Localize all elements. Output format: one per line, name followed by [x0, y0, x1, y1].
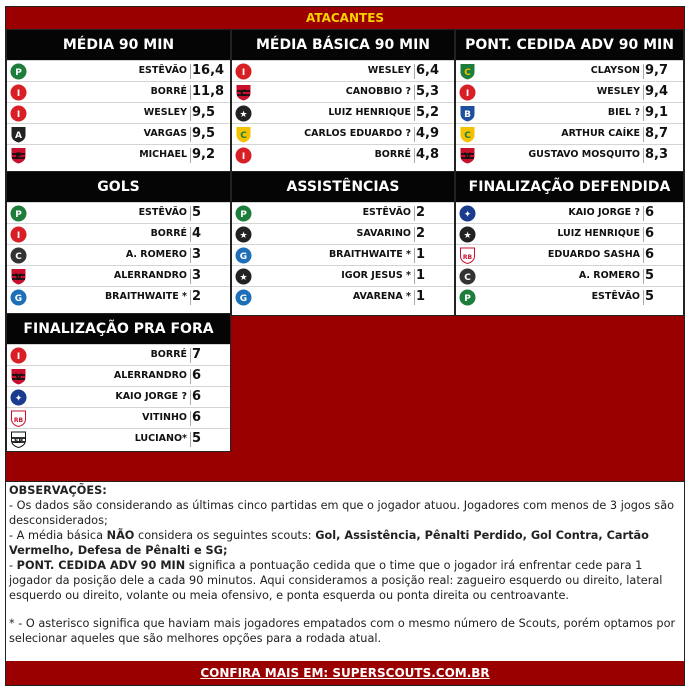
player-value: 9,2 [192, 147, 216, 162]
player-value: 16,4 [192, 63, 225, 78]
column-divider [643, 127, 644, 142]
player-value: 2 [416, 226, 426, 241]
player-value: 9,5 [192, 105, 216, 120]
player-row [7, 223, 230, 244]
player-row [7, 344, 230, 365]
player-name: CARLOS EDUARDO ? [304, 128, 411, 139]
panel-title: FINALIZAÇÃO PRA FORA [7, 314, 230, 344]
column-divider [190, 64, 191, 79]
player-row [232, 144, 454, 165]
player-value: 6 [192, 389, 202, 404]
player-name: LUIZ HENRIQUE [328, 107, 411, 118]
player-value: 5,2 [416, 105, 440, 120]
svg-text:C: C [240, 88, 247, 99]
player-name: EDUARDO SASHA [547, 249, 640, 260]
atletico-mg-crest-icon [10, 126, 27, 143]
player-row [456, 102, 683, 123]
internacional-crest-icon [235, 147, 252, 164]
player-row [7, 244, 230, 265]
player-value: 3 [192, 268, 202, 283]
svg-text:A: A [15, 130, 22, 141]
player-row [456, 286, 683, 307]
palmeiras-crest-icon [459, 289, 476, 306]
svg-text:F: F [15, 151, 22, 162]
empty-area-fill [231, 313, 684, 452]
player-row [456, 202, 683, 223]
player-name: WESLEY [143, 107, 187, 118]
svg-text:✦: ✦ [463, 209, 472, 220]
cuiaba-crest-icon [459, 126, 476, 143]
panel-finalizacao-defendida [455, 171, 684, 316]
panel-gols [6, 171, 231, 316]
vitoria-crest-icon [459, 147, 476, 164]
player-name: A. ROMERO [578, 270, 640, 281]
player-name: VITINHO [142, 412, 187, 423]
player-value: 6 [645, 226, 655, 241]
player-name: BORRÉ [374, 149, 411, 160]
player-name: KAIO JORGE ? [568, 207, 640, 218]
player-value: 1 [416, 268, 426, 283]
svg-text:P: P [240, 209, 247, 220]
svg-text:I: I [16, 351, 21, 362]
column-divider [643, 290, 644, 305]
note-opponent-points: - PONT. CEDIDA ADV 90 MIN significa a pontuação cedida que o time que o jogador irá enfrentar cede para 1 jogador da posição dele a cada 90 minutos. Aqui consideramos a posição real: zagueiro esquerdo ou direito, lateral esquerdo ou direito, volante ou meia ofensivo, e ponta esquerda ou ponta direita ou centroavante. [9, 559, 663, 602]
player-name: BORRÉ [150, 86, 187, 97]
column-divider [190, 269, 191, 284]
divider-band [6, 452, 684, 481]
player-row [232, 81, 454, 102]
player-value: 5,3 [416, 84, 440, 99]
player-name: BORRÉ [150, 349, 187, 360]
player-row [456, 81, 683, 102]
svg-text:✦: ✦ [14, 393, 23, 404]
note-asterisk: * - O asterisco significa que haviam mais jogadores empatados com o mesmo número de Scouts, porém optamos por selecionar aqueles que são melhores opções para a rodada atual. [9, 617, 676, 645]
internacional-crest-icon [10, 84, 27, 101]
svg-text:P: P [15, 67, 22, 78]
svg-text:★: ★ [463, 230, 472, 241]
player-row [7, 81, 230, 102]
sao-paulo-crest-icon [10, 431, 27, 448]
player-row [232, 102, 454, 123]
player-row [7, 202, 230, 223]
player-value: 9,5 [192, 126, 216, 141]
player-value: 6 [192, 368, 202, 383]
player-name: BORRÉ [150, 228, 187, 239]
svg-text:RB: RB [13, 416, 24, 424]
website-link[interactable]: CONFIRA MAIS EM: SUPERSCOUTS.COM.BR [6, 661, 684, 685]
cuiaba-crest-icon [235, 126, 252, 143]
player-name: KAIO JORGE ? [115, 391, 187, 402]
svg-text:G: G [239, 251, 248, 262]
player-name: ESTÊVÃO [138, 207, 187, 218]
player-name: ARTHUR CAÍKE [561, 128, 640, 139]
player-value: 6 [645, 247, 655, 262]
player-value: 2 [416, 205, 426, 220]
palmeiras-crest-icon [235, 205, 252, 222]
column-divider [190, 85, 191, 100]
player-row [456, 265, 683, 286]
svg-text:C: C [15, 251, 22, 262]
player-row [7, 386, 230, 407]
column-divider [643, 85, 644, 100]
player-name: BRAITHWAITE * [104, 291, 187, 302]
player-name: VARGAS [143, 128, 187, 139]
player-name: ALERRANDRO [113, 370, 187, 381]
botafogo-crest-icon [459, 226, 476, 243]
column-divider [190, 390, 191, 405]
player-value: 5 [192, 205, 202, 220]
column-divider [414, 290, 415, 305]
svg-text:V: V [15, 272, 22, 283]
panel-title: ASSISTÊNCIAS [232, 172, 454, 202]
player-name: AVARENA * [352, 291, 411, 302]
gremio-crest-icon [10, 289, 27, 306]
player-row [456, 123, 683, 144]
svg-text:P: P [464, 293, 471, 304]
svg-text:G: G [14, 293, 23, 304]
player-value: 11,8 [192, 84, 225, 99]
panel-pont-cedida-adv-90-min [455, 29, 684, 174]
botafogo-crest-icon [235, 226, 252, 243]
player-name: BIEL ? [607, 107, 640, 118]
column-divider [643, 148, 644, 163]
svg-text:★: ★ [239, 109, 248, 120]
column-divider [643, 106, 644, 121]
column-divider [414, 64, 415, 79]
player-row [232, 286, 454, 307]
player-row [456, 223, 683, 244]
column-divider [414, 248, 415, 263]
player-row [7, 265, 230, 286]
player-row [456, 144, 683, 165]
panel-title: MÉDIA 90 MIN [7, 30, 230, 60]
internacional-crest-icon [10, 105, 27, 122]
player-name: BRAITHWAITE * [328, 249, 411, 260]
svg-text:I: I [16, 88, 21, 99]
observations-title: OBSERVAÇÕES: [9, 484, 107, 497]
svg-text:V: V [464, 151, 471, 162]
internacional-crest-icon [10, 226, 27, 243]
corinthians-crest-icon [459, 268, 476, 285]
internacional-crest-icon [459, 84, 476, 101]
svg-text:P: P [15, 209, 22, 220]
botafogo-crest-icon [235, 268, 252, 285]
player-value: 9,1 [645, 105, 669, 120]
player-value: 8,3 [645, 147, 669, 162]
player-row [232, 265, 454, 286]
player-value: 5 [645, 289, 655, 304]
player-row [232, 244, 454, 265]
player-name: WESLEY [367, 65, 411, 76]
svg-text:I: I [16, 230, 21, 241]
column-divider [190, 248, 191, 263]
svg-text:I: I [465, 88, 470, 99]
note-data-window: - Os dados são considerando as últimas cinco partidas em que o jogador atuou. Jogadores com menos de 3 jogos são desconsiderados; [9, 499, 675, 527]
column-divider [190, 432, 191, 447]
column-divider [190, 411, 191, 426]
column-divider [414, 269, 415, 284]
player-name: LUCIANO* [134, 433, 187, 444]
column-divider [414, 148, 415, 163]
svg-text:★: ★ [239, 230, 248, 241]
player-value: 4,8 [416, 147, 440, 162]
palmeiras-crest-icon [10, 205, 27, 222]
column-divider [414, 127, 415, 142]
player-name: LUIZ HENRIQUE [557, 228, 640, 239]
panel-media-basica-90-min [231, 29, 455, 174]
internacional-crest-icon [235, 63, 252, 80]
column-divider [414, 106, 415, 121]
cruzeiro-crest-icon [10, 389, 27, 406]
palmeiras-crest-icon [10, 63, 27, 80]
gremio-crest-icon [235, 289, 252, 306]
svg-text:I: I [241, 67, 246, 78]
bragantino-crest-icon [459, 247, 476, 264]
gremio-crest-icon [235, 247, 252, 264]
column-divider [190, 227, 191, 242]
svg-text:C: C [464, 67, 471, 78]
column-divider [190, 127, 191, 142]
panel-title: MÉDIA BÁSICA 90 MIN [232, 30, 454, 60]
player-row [7, 428, 230, 449]
column-divider [643, 64, 644, 79]
player-row [456, 60, 683, 81]
player-name: IGOR JESUS * [341, 270, 411, 281]
player-name: WESLEY [596, 86, 640, 97]
cruzeiro-crest-icon [459, 205, 476, 222]
player-row [7, 102, 230, 123]
player-row [7, 286, 230, 307]
column-divider [190, 369, 191, 384]
corinthians-crest-icon [10, 247, 27, 264]
player-name: MICHAEL [139, 149, 187, 160]
player-row [7, 407, 230, 428]
player-value: 8,7 [645, 126, 669, 141]
column-divider [643, 248, 644, 263]
column-divider [414, 85, 415, 100]
column-divider [643, 269, 644, 284]
player-row [7, 60, 230, 81]
column-divider [190, 148, 191, 163]
player-name: CANOBBIO ? [345, 86, 411, 97]
panel-finalizacao-pra-fora [6, 313, 231, 452]
column-divider [414, 227, 415, 242]
column-divider [190, 290, 191, 305]
player-value: 5 [645, 268, 655, 283]
cuiaba-shield-crest-icon [459, 63, 476, 80]
internacional-crest-icon [10, 347, 27, 364]
svg-text:I: I [16, 109, 21, 120]
player-name: GUSTAVO MOSQUITO [528, 149, 640, 160]
player-value: 9,7 [645, 63, 669, 78]
player-row [232, 223, 454, 244]
player-value: 6 [192, 410, 202, 425]
player-row [456, 244, 683, 265]
column-divider [190, 348, 191, 363]
player-value: 3 [192, 247, 202, 262]
player-name: ALERRANDRO [113, 270, 187, 281]
vitoria-crest-icon [10, 368, 27, 385]
svg-text:C: C [464, 130, 471, 141]
svg-text:V: V [15, 372, 22, 383]
athletico-pr-crest-icon [235, 84, 252, 101]
column-divider [190, 206, 191, 221]
panel-title: FINALIZAÇÃO DEFENDIDA [456, 172, 683, 202]
column-divider [414, 206, 415, 221]
vitoria-crest-icon [10, 268, 27, 285]
svg-text:B: B [464, 109, 471, 120]
player-value: 2 [192, 289, 202, 304]
player-value: 4,9 [416, 126, 440, 141]
svg-text:G: G [239, 293, 248, 304]
player-value: 5 [192, 431, 202, 446]
panel-media-90-min [6, 29, 231, 174]
player-value: 6,4 [416, 63, 440, 78]
panel-title: GOLS [7, 172, 230, 202]
flamengo-crest-icon [10, 147, 27, 164]
player-value: 4 [192, 226, 202, 241]
bragantino-crest-icon [10, 410, 27, 427]
svg-text:C: C [240, 130, 247, 141]
player-name: A. ROMERO [125, 249, 187, 260]
infographic-frame [5, 6, 685, 686]
column-divider [643, 206, 644, 221]
botafogo-crest-icon [235, 105, 252, 122]
player-row [7, 123, 230, 144]
svg-text:SP: SP [14, 437, 23, 445]
svg-text:I: I [241, 151, 246, 162]
player-row [232, 202, 454, 223]
player-row [7, 365, 230, 386]
bahia-crest-icon [459, 105, 476, 122]
player-row [232, 60, 454, 81]
column-divider [643, 227, 644, 242]
player-name: CLAYSON [590, 65, 640, 76]
panel-title: PONT. CEDIDA ADV 90 MIN [456, 30, 683, 60]
player-value: 7 [192, 347, 202, 362]
player-row [7, 144, 230, 165]
svg-text:C: C [464, 272, 471, 283]
player-row [232, 123, 454, 144]
player-value: 1 [416, 247, 426, 262]
panel-assistencias [231, 171, 455, 316]
player-name: ESTÊVÃO [362, 207, 411, 218]
player-value: 1 [416, 289, 426, 304]
note-basic-average: - A média básica NÃO considera os seguintes scouts: Gol, Assistência, Pênalti Perdido, Gol Contra, Cartão Vermelho, Defesa de Pênalti e SG; [9, 529, 649, 557]
column-divider [190, 106, 191, 121]
svg-text:★: ★ [239, 272, 248, 283]
player-name: ESTÊVÃO [591, 291, 640, 302]
player-value: 6 [645, 205, 655, 220]
observations [6, 481, 684, 661]
player-value: 9,4 [645, 84, 669, 99]
svg-text:RB: RB [462, 253, 473, 261]
position-banner: ATACANTES [6, 7, 684, 29]
player-name: SAVARINO [356, 228, 411, 239]
player-name: ESTÊVÃO [138, 65, 187, 76]
